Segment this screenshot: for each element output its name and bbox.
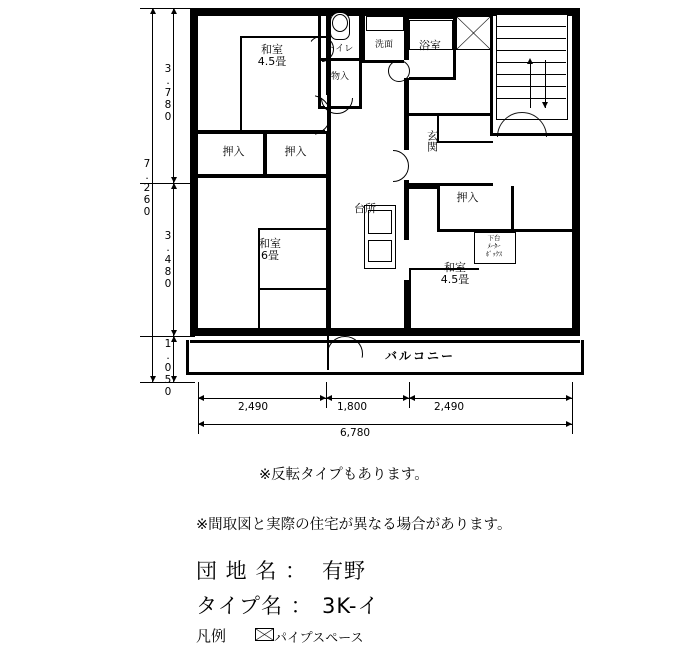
room-sub-washitsu-45-top: 4.5畳: [257, 55, 287, 69]
dim-vertical-seg-3: 1.050: [162, 338, 174, 398]
pipe-space-x2: [457, 17, 490, 49]
dim-vertical-seg-2: 3.480: [162, 230, 174, 290]
arrow-left-total: [198, 421, 204, 427]
balcony-top-edge: [190, 340, 580, 343]
arrow-left-seg1: [198, 395, 204, 401]
pipe-space-legend-icon: [255, 628, 274, 641]
wall-right-closet-divider: [511, 186, 514, 232]
room-label-senmen: 洗面: [374, 40, 393, 50]
stair-arrow-down-icon: [542, 102, 548, 108]
dim-line-total-horizontal: [198, 424, 572, 425]
wall-genkan-top: [409, 113, 493, 116]
arrow-left-seg2: [326, 395, 332, 401]
stair-tread: [496, 86, 566, 87]
type-name-value: 3K-イ: [322, 594, 380, 618]
dim-horizontal-seg-1: 2,490: [238, 401, 269, 413]
stair-direction-line: [530, 60, 531, 108]
arrow-left-seg3: [409, 395, 415, 401]
dim-horizontal-seg-3: 2,490: [434, 401, 465, 413]
balcony-bottom-edge: [186, 372, 584, 375]
wall-tatami-top-6: [258, 228, 328, 230]
room-label-toilet: トイレ: [326, 44, 354, 54]
wall-right: [572, 8, 580, 336]
room-label-daidokoro: 台所: [354, 202, 376, 215]
door-arc-genkan: [377, 150, 409, 182]
dim-vertical-total: 7.260: [141, 158, 153, 218]
dim-horizontal-seg-2: 1,800: [337, 401, 368, 413]
danchi-name-value: 有野: [322, 559, 366, 583]
wall-tatami-edge-45right: [409, 268, 411, 328]
dim-ext-right: [572, 382, 573, 434]
wall-right-upper: [409, 186, 440, 189]
arrow-up-seg1: [171, 8, 177, 14]
washbasin-fixture-icon: [366, 16, 404, 31]
door-arc-balcony: [327, 336, 363, 372]
room-label-balcony: バルコニー: [384, 349, 455, 363]
legend-item-label: パイプスペース: [274, 631, 364, 646]
arrow-right-seg3: [566, 395, 572, 401]
dim-horizontal-total: 6,780: [340, 427, 371, 439]
dim-line-seg-1: [198, 398, 326, 399]
arrow-right-total: [566, 421, 572, 427]
wall-closet-divider: [263, 130, 267, 178]
dim-tick-top: [140, 8, 195, 9]
note-reverse-type: ※反転タイプもあります。: [259, 467, 429, 483]
door-leaf-monoire: [321, 107, 351, 109]
room-label-washitsu-45-top: 和室: [261, 43, 283, 56]
opening-right-washitsu: [404, 240, 409, 280]
wall-bath-bottom: [404, 77, 456, 80]
stair-tread: [496, 74, 566, 75]
danchi-name-label: 団 地 名 ：: [196, 559, 308, 583]
room-label-monoire: 物入: [330, 72, 349, 82]
door-arc-bath: [388, 60, 410, 82]
room-label-washitsu-6: 和室: [259, 237, 281, 250]
stair-arrow-up-icon: [527, 58, 533, 64]
balcony-left-edge: [186, 340, 189, 375]
kitchen-stove-icon: [368, 240, 392, 262]
arrow-down-total: [150, 376, 156, 382]
dim-vertical-seg-1: 3.780: [162, 63, 174, 123]
toilet-bowl-icon: [332, 14, 348, 32]
entry-door-arc: [497, 112, 547, 162]
note-plan-differs: ※間取図と実際の住宅が異なる場合があります。: [196, 517, 512, 533]
room-sub-washitsu-45-right: 4.5畳: [440, 273, 470, 287]
room-label-yokushitsu: 浴室: [419, 39, 441, 52]
stair-tread: [496, 38, 566, 39]
wall-bath-top: [404, 16, 456, 19]
wall-left: [190, 8, 198, 336]
dim-line-seg-2: [326, 398, 409, 399]
room-label-oshiire-2: 押入: [284, 145, 307, 158]
wall-senmen-left: [362, 16, 365, 62]
meter-box-label: 下台 ﾒｰﾀｰ ﾎﾞｯｸｽ: [485, 234, 503, 259]
stair-tread: [496, 50, 566, 51]
arrow-up-total: [150, 8, 156, 14]
type-name-label: タイプ名 ：: [196, 594, 313, 618]
stairs-outline: [496, 14, 568, 120]
stair-tread: [496, 26, 566, 27]
balcony-right-edge: [581, 340, 584, 375]
room-sub-washitsu-6: 6畳: [261, 249, 279, 263]
door-leaf-balcony: [327, 336, 329, 370]
entry-door-leaf: [496, 134, 546, 136]
dim-line-seg-3: [409, 398, 572, 399]
legend-label: 凡例: [196, 627, 227, 645]
room-label-oshiire-3: 押入: [456, 191, 479, 204]
wall-monoire-right: [359, 61, 362, 109]
dim-tick-mid2: [140, 336, 195, 337]
pipe-space-box: [456, 16, 491, 50]
stair-tread: [496, 98, 566, 99]
room-label-washitsu-45-right: 和室: [444, 261, 466, 274]
stair-direction-line-2: [545, 60, 546, 108]
room-label-genkan: 玄関: [425, 130, 439, 152]
arrow-up-seg2: [171, 183, 177, 189]
room-label-oshiire-1: 押入: [222, 145, 245, 158]
wall-genkan-step: [437, 141, 493, 143]
wall-tatami-mid-6: [258, 288, 328, 290]
wall-bottom: [190, 328, 580, 336]
